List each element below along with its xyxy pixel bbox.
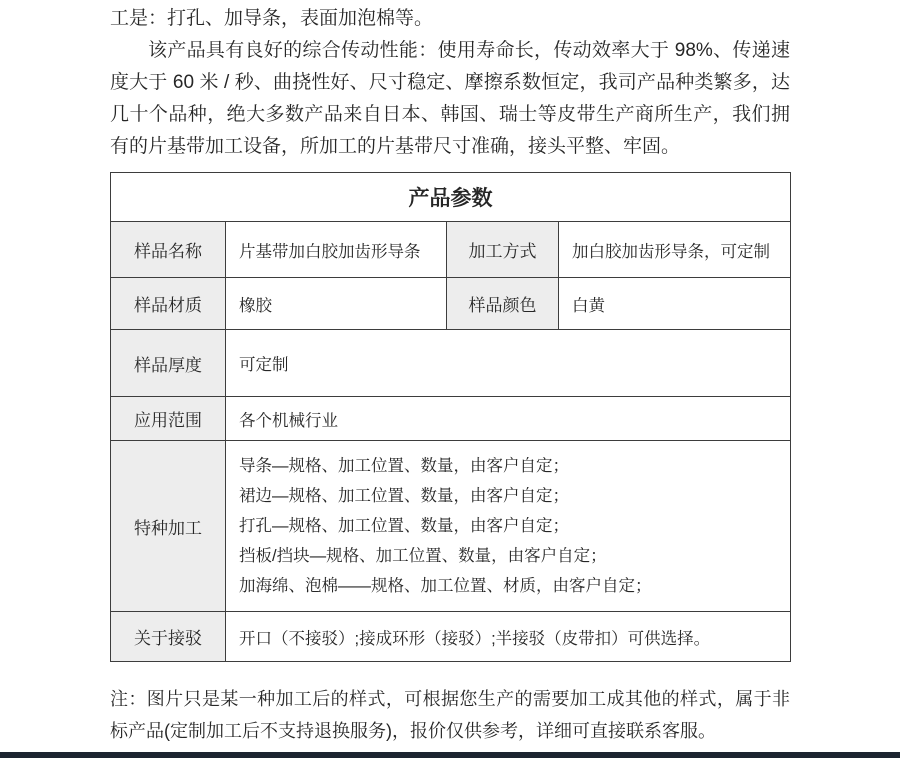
- param-label-splicing: 关于接驳: [111, 612, 226, 662]
- table-row: [111, 397, 791, 441]
- special-processing-line: 裙边—规格、加工位置、数量，由客户自定；: [239, 487, 569, 505]
- table-row: [111, 330, 791, 397]
- intro-paragraph: 该产品具有良好的综合传动性能：使用寿命长，传动效率大于 98%、传递速度大于 60 米 / 秒、曲挠性好、尺寸稳定、摩擦系数恒定，我司产品种类繁多，达几十个品种，绝大多数产品来自日本、韩国、瑞士等皮带生产商所生产，我们拥有的片基带加工设备，所加工的片基带尺寸准确，接头平整、牢固。: [110, 40, 790, 157]
- special-processing-line: 打孔—规格、加工位置、数量，由客户自定；: [239, 517, 569, 535]
- param-value-application-scope: 各个机械行业: [226, 397, 791, 441]
- table-row: [111, 612, 791, 662]
- param-label-application-scope: 应用范围: [111, 397, 226, 441]
- special-processing-line: 挡板/挡块—规格、加工位置、数量，由客户自定；: [239, 547, 607, 565]
- param-label-sample-color: 样品颜色: [447, 278, 559, 330]
- param-label-sample-thickness: 样品厚度: [111, 330, 226, 397]
- table-row: [111, 222, 791, 278]
- param-value-sample-material: 橡胶: [226, 278, 447, 330]
- table-row: [111, 441, 791, 612]
- intro-continuation-line: 工是：打孔、加导条，表面加泡棉等。: [110, 8, 434, 29]
- param-value-splicing: 开口（不接驳）;接成环形（接驳）;半接驳（皮带扣）可供选择。: [226, 612, 791, 662]
- table-title: 产品参数: [111, 173, 791, 222]
- param-label-special-processing: 特种加工: [111, 441, 226, 612]
- product-params-table: [110, 172, 791, 662]
- param-value-processing-method: 加白胶加齿形导条，可定制: [559, 222, 791, 278]
- table-row: [111, 278, 791, 330]
- param-value-sample-color: 白黄: [559, 278, 791, 330]
- param-label-sample-name: 样品名称: [111, 222, 226, 278]
- table-title-row: [111, 173, 791, 222]
- bottom-divider-bar: [0, 752, 900, 758]
- special-processing-line: 加海绵、泡棉——规格、加工位置、材质，由客户自定；: [239, 577, 652, 595]
- param-value-special-processing: [226, 441, 791, 612]
- special-processing-line: 导条—规格、加工位置、数量，由客户自定；: [239, 457, 569, 475]
- page-content: [110, 0, 790, 747]
- param-label-sample-material: 样品材质: [111, 278, 226, 330]
- param-value-sample-name: 片基带加白胶加齿形导条: [226, 222, 447, 278]
- param-value-sample-thickness: 可定制: [226, 330, 791, 397]
- footer-note: 注：图片只是某一种加工后的样式，可根据您生产的需要加工成其他的样式，属于非标产品(定制加工后不支持退换服务)，报价仅供参考，详细可直接联系客服。: [110, 689, 790, 741]
- param-label-processing-method: 加工方式: [447, 222, 559, 278]
